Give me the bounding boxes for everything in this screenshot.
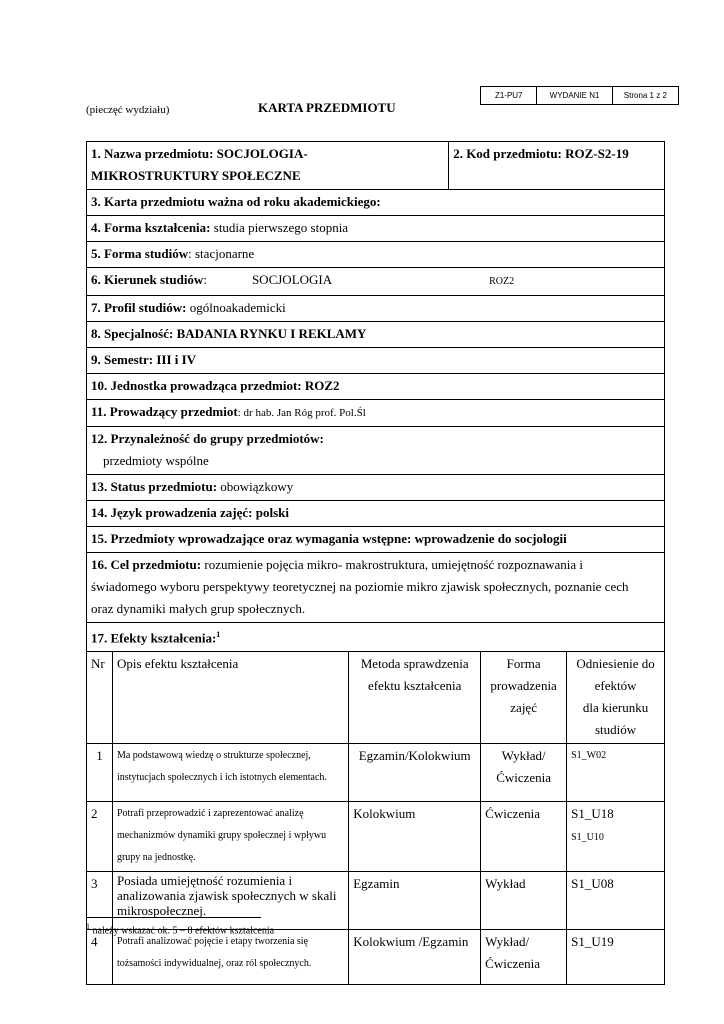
effect-method: Egzamin <box>349 872 481 930</box>
field-lecturer: 11. Prowadzący przedmiot: dr hab. Jan Róg prof. Pol.Śl <box>87 400 665 427</box>
effect-description: Posiada umiejętność rozumienia i analizowania zjawisk społecznych w skali mikrospołecznej. <box>112 872 348 930</box>
field-status: 13. Status przedmiotu: obowiązkowy <box>87 475 665 501</box>
field-course-code: 2. Kod przedmiotu: ROZ-S2-19 <box>449 142 665 190</box>
effect-method: Kolokwium /Egzamin <box>349 930 481 985</box>
field-language: 14. Język prowadzenia zajęć: polski <box>87 501 665 527</box>
effects-header-row <box>87 652 665 744</box>
field-course-name: 1. Nazwa przedmiotu: SOCJOLOGIA- MIKROSTRUKTURY SPOŁECZNE <box>87 142 449 190</box>
table-row <box>87 930 665 985</box>
effect-form: Ćwiczenia <box>481 802 567 872</box>
footnote: $^1$ należy wskazać ok. 5 – 8 efektów kształcenia <box>86 922 275 937</box>
effect-method: Kolokwium <box>349 802 481 872</box>
document-header-box <box>480 86 679 105</box>
field-study-profile: 7. Profil studiów: ogólnoakademicki <box>87 296 665 322</box>
course-card-table <box>86 141 665 985</box>
field-study-direction: 6. Kierunek studiów: SOCJOLOGIA ROZ2 <box>87 268 665 296</box>
effect-description: Potrafi analizować pojęcie i etapy tworzenia się tożsamości indywidualnej, oraz ról społecznych. <box>112 930 348 985</box>
col-nr: Nr <box>87 652 113 744</box>
col-description: Opis efektu kształcenia <box>112 652 348 744</box>
col-form: Forma prowadzenia zajęć <box>481 652 567 744</box>
effect-reference: S1_W02 <box>567 744 665 802</box>
field-specialization: 8. Specjalność: BADANIA RYNKU I REKLAMY <box>87 322 665 348</box>
table-row <box>87 744 665 802</box>
effect-reference: S1_U18 S1_U10 <box>567 802 665 872</box>
col-reference: Odniesienie do efektów dla kierunku studiów <box>567 652 665 744</box>
doc-code: Z1-PU7 <box>481 87 537 104</box>
field-prerequisites: 15. Przedmioty wprowadzające oraz wymagania wstępne: wprowadzenie do socjologii <box>87 527 665 553</box>
field-study-form: 5. Forma studiów: stacjonarne <box>87 242 665 268</box>
effect-nr: 4 <box>87 930 113 985</box>
doc-page: Strona 1 z 2 <box>623 91 667 100</box>
effect-nr: 2 <box>87 802 113 872</box>
effect-form: Wykład/ Ćwiczenia <box>481 930 567 985</box>
effect-method: Egzamin/Kolokwium <box>349 744 481 802</box>
effect-nr: 1 <box>87 744 113 802</box>
effect-form: Wykład <box>481 872 567 930</box>
doc-edition: WYDANIE N1 <box>537 87 612 104</box>
table-row <box>87 802 665 872</box>
field-course-group: 12. Przynależność do grupy przedmiotów: przedmioty wspólne <box>87 427 665 475</box>
effect-reference: S1_U19 <box>567 930 665 985</box>
effect-reference: S1_U08 <box>567 872 665 930</box>
footnote-divider <box>86 917 261 918</box>
field-education-form: 4. Forma kształcenia: studia pierwszego stopnia <box>87 216 665 242</box>
field-course-goal: 16. Cel przedmiotu: rozumienie pojęcia mikro- makrostruktura, umiejętność rozpoznawania i świadomego wyboru perspektywy teoretycznej na poziomie mikro zjawisk społecznych, poznanie cech oraz dynamiki małych grup społecznych. <box>87 553 665 623</box>
effect-form: Wykład/ Ćwiczenia <box>481 744 567 802</box>
col-method: Metoda sprawdzenia efektu kształcenia <box>349 652 481 744</box>
faculty-stamp: (pieczęć wydziału) <box>86 104 170 116</box>
field-learning-outcomes: 17. Efekty kształcenia:$^1$ <box>87 623 665 652</box>
effect-description: Potrafi przeprowadzić i zaprezentować analizę mechanizmów dynamiki grupy społecznej i wpływu grupy na jednostkę. <box>112 802 348 872</box>
effect-nr: 3 <box>87 872 113 930</box>
page-title: KARTA PRZEDMIOTU <box>258 100 396 115</box>
row-course-name <box>87 142 665 190</box>
field-valid-from: 3. Karta przedmiotu ważna od roku akademickiego: <box>87 190 665 216</box>
field-semester: 9. Semestr: III i IV <box>87 348 665 374</box>
effect-description: Ma podstawową wiedzę o strukturze społecznej, instytucjach społecznych i ich istotnych elementach. <box>112 744 348 802</box>
field-unit: 10. Jednostka prowadząca przedmiot: ROZ2 <box>87 374 665 400</box>
